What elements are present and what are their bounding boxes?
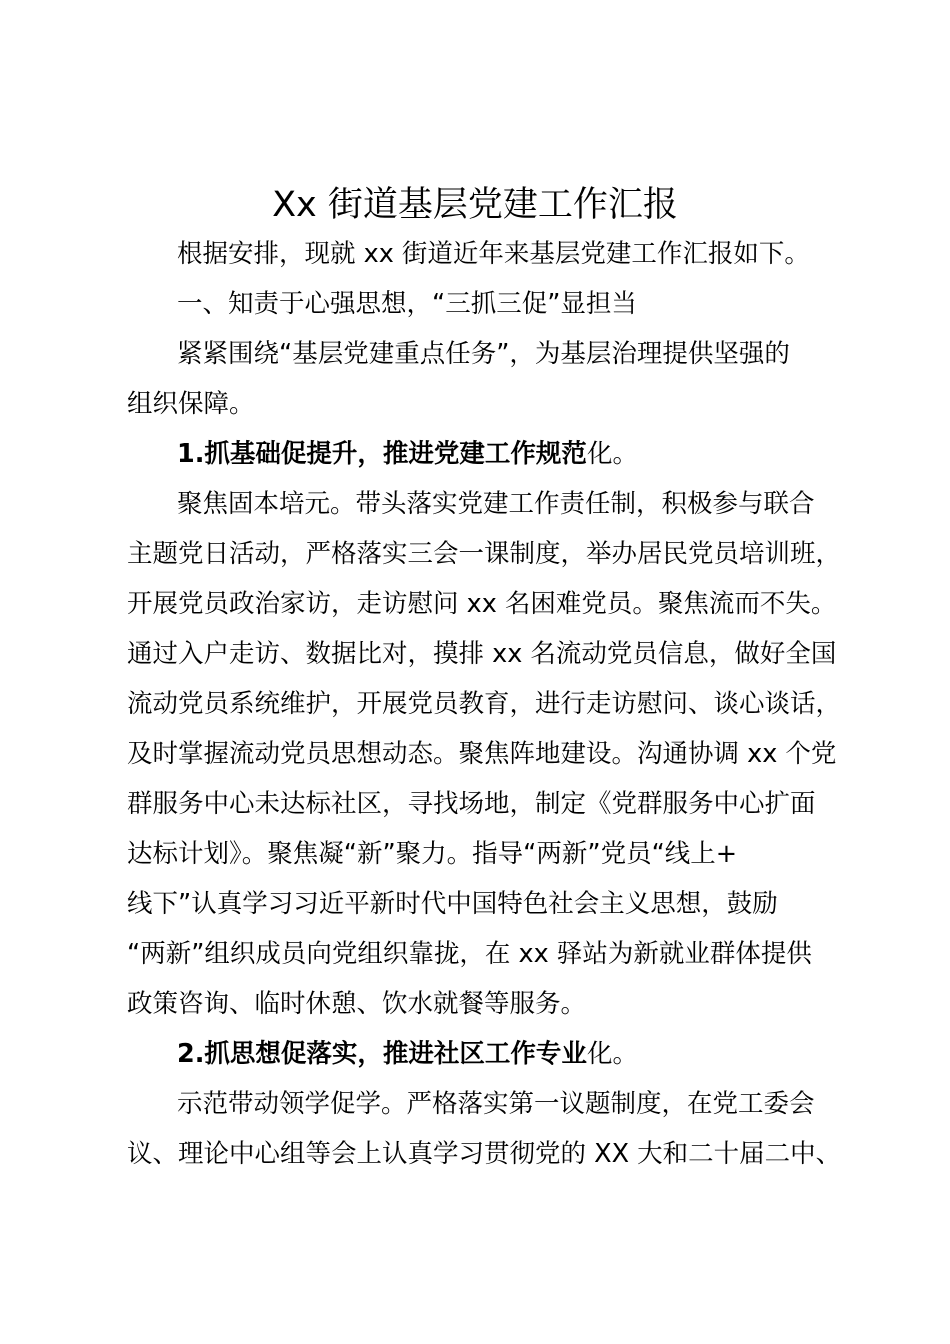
paragraph-line: 开展党员政治家访，走访慰问 xx 名困难党员。聚焦流而不失。: [127, 589, 837, 619]
section-heading-1: 一、知责于心强思想，“三抓三促”显担当: [177, 289, 637, 319]
paragraph-line: 政策咨询、临时休憩、饮水就餐等服务。: [127, 989, 587, 1019]
paragraph-line: 议、理论中心组等会上认真学习贯彻党的 XX 大和二十届二中、: [127, 1139, 842, 1169]
item-heading-2: [177, 1036, 638, 1072]
item-heading-1: [177, 436, 638, 472]
paragraph-line: 群服务中心未达标社区，寻找场地，制定《党群服务中心扩面: [127, 789, 816, 819]
paragraph-line: 及时掌握流动党员思想动态。聚焦阵地建设。沟通协调 xx 个党: [127, 739, 837, 769]
paragraph-line: 紧紧围绕“基层党建重点任务”，为基层治理提供坚强的: [177, 339, 790, 369]
item-heading-1-bold: 1.抓基础促提升，推进党建工作规范: [177, 439, 587, 469]
document-title: Xx 街道基层党建工作汇报: [272, 185, 678, 225]
paragraph-line: 示范带动领学促学。严格落实第一议题制度，在党工委会: [177, 1089, 815, 1119]
intro-paragraph: 根据安排，现就 xx 街道近年来基层党建工作汇报如下。: [177, 239, 810, 269]
item-heading-1-tail: 化。: [586, 439, 638, 469]
paragraph-line: 聚焦固本培元。带头落实党建工作责任制，积极参与联合: [177, 489, 815, 519]
item-heading-2-tail: 化。: [586, 1039, 638, 1069]
paragraph-line: 通过入户走访、数据比对，摸排 xx 名流动党员信息，做好全国: [127, 639, 837, 669]
paragraph-line: 组织保障。: [127, 389, 255, 419]
item-heading-2-bold: 2.抓思想促落实，推进社区工作专业: [177, 1039, 587, 1069]
paragraph-line: 达标计划》。聚焦凝“新”聚力。指导“两新”党员“线上+: [127, 839, 738, 869]
paragraph-line: 主题党日活动，严格落实三会一课制度，举办居民党员培训班，: [127, 539, 842, 569]
paragraph-line: 线下”认真学习习近平新时代中国特色社会主义思想，鼓励: [127, 889, 778, 919]
paragraph-line: 流动党员系统维护，开展党员教育，进行走访慰问、谈心谈话，: [127, 689, 842, 719]
paragraph-line: “两新”组织成员向党组织靠拢，在 xx 驿站为新就业群体提供: [127, 939, 812, 969]
